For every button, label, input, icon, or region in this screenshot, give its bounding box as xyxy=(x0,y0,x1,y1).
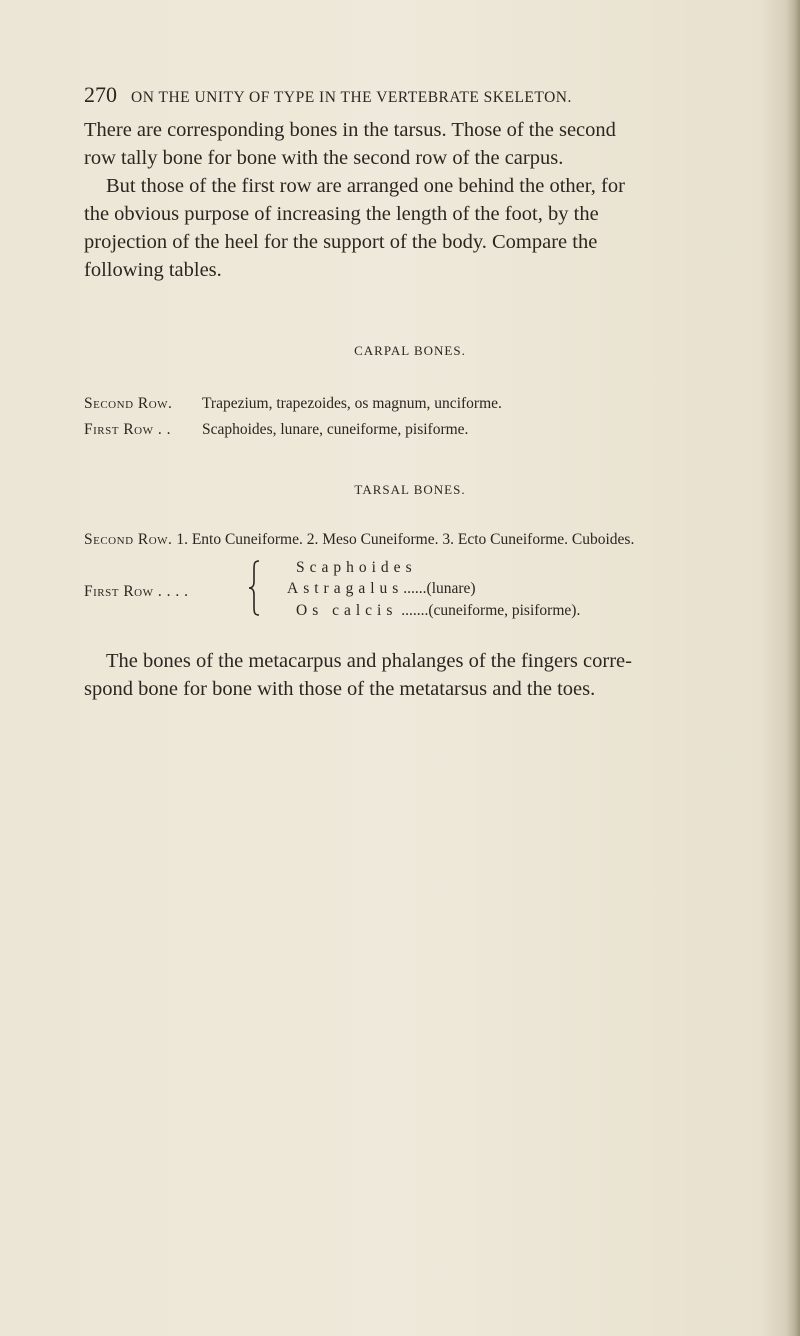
bone-name: Astragalus xyxy=(287,580,404,597)
text-line: The bones of the metacarpus and phalanges of the fingers corre- xyxy=(106,650,632,672)
text-line: following tables. xyxy=(84,259,222,281)
text-line: row tally bone for bone with the second row of the carpus. xyxy=(84,147,564,169)
row-label: Second Row. xyxy=(84,531,173,548)
text-line: But those of the first row are arranged one behind the other, for xyxy=(106,175,625,197)
row-text: Trapezium, trapezoides, os magnum, unciforme. xyxy=(202,395,502,412)
tarsal-first-row-item xyxy=(287,580,476,598)
tarsal-second-row xyxy=(84,531,634,549)
carpal-first-row xyxy=(84,421,468,439)
bone-note: ......(lunare) xyxy=(403,580,476,597)
text-line: There are corresponding bones in the tarsus. Those of the second xyxy=(84,119,616,141)
tarsal-first-row-item xyxy=(296,602,580,620)
carpal-table-caption: CARPAL BONES. xyxy=(354,343,466,358)
text-line: spond bone for bone with those of the metatarsus and the toes. xyxy=(84,678,596,700)
page-number: 270 xyxy=(84,82,117,107)
row-text: 1. Ento Cuneiforme. 2. Meso Cuneiforme. 3. Ecto Cuneiforme. Cuboides. xyxy=(176,531,635,548)
closing-paragraph xyxy=(84,647,736,703)
running-head: ON THE UNITY OF TYPE IN THE VERTEBRATE SKELETON. xyxy=(131,89,572,106)
tarsal-first-row-label: First Row . . . . xyxy=(84,583,189,600)
bone-name: Scaphoides xyxy=(296,559,417,576)
text-line: the obvious purpose of increasing the length of the foot, by the xyxy=(84,203,599,225)
bone-note: .......(cuneiforme, pisiforme). xyxy=(397,602,581,619)
page-edge-shadow xyxy=(786,0,800,1336)
row-label: First Row . . xyxy=(84,421,171,438)
page-header xyxy=(84,82,684,108)
row-label: Second Row. xyxy=(84,395,173,412)
carpal-second-row xyxy=(84,395,502,413)
intro-paragraph xyxy=(84,116,736,284)
row-text: Scaphoides, lunare, cuneiforme, pisiforme. xyxy=(202,421,469,438)
bone-name: Os calcis xyxy=(296,602,398,619)
curly-brace-icon xyxy=(248,560,260,616)
tarsal-first-row-item xyxy=(296,559,417,577)
text-line: projection of the heel for the support of the body. Compare the xyxy=(84,231,598,253)
tarsal-table-caption: TARSAL BONES. xyxy=(354,482,466,497)
